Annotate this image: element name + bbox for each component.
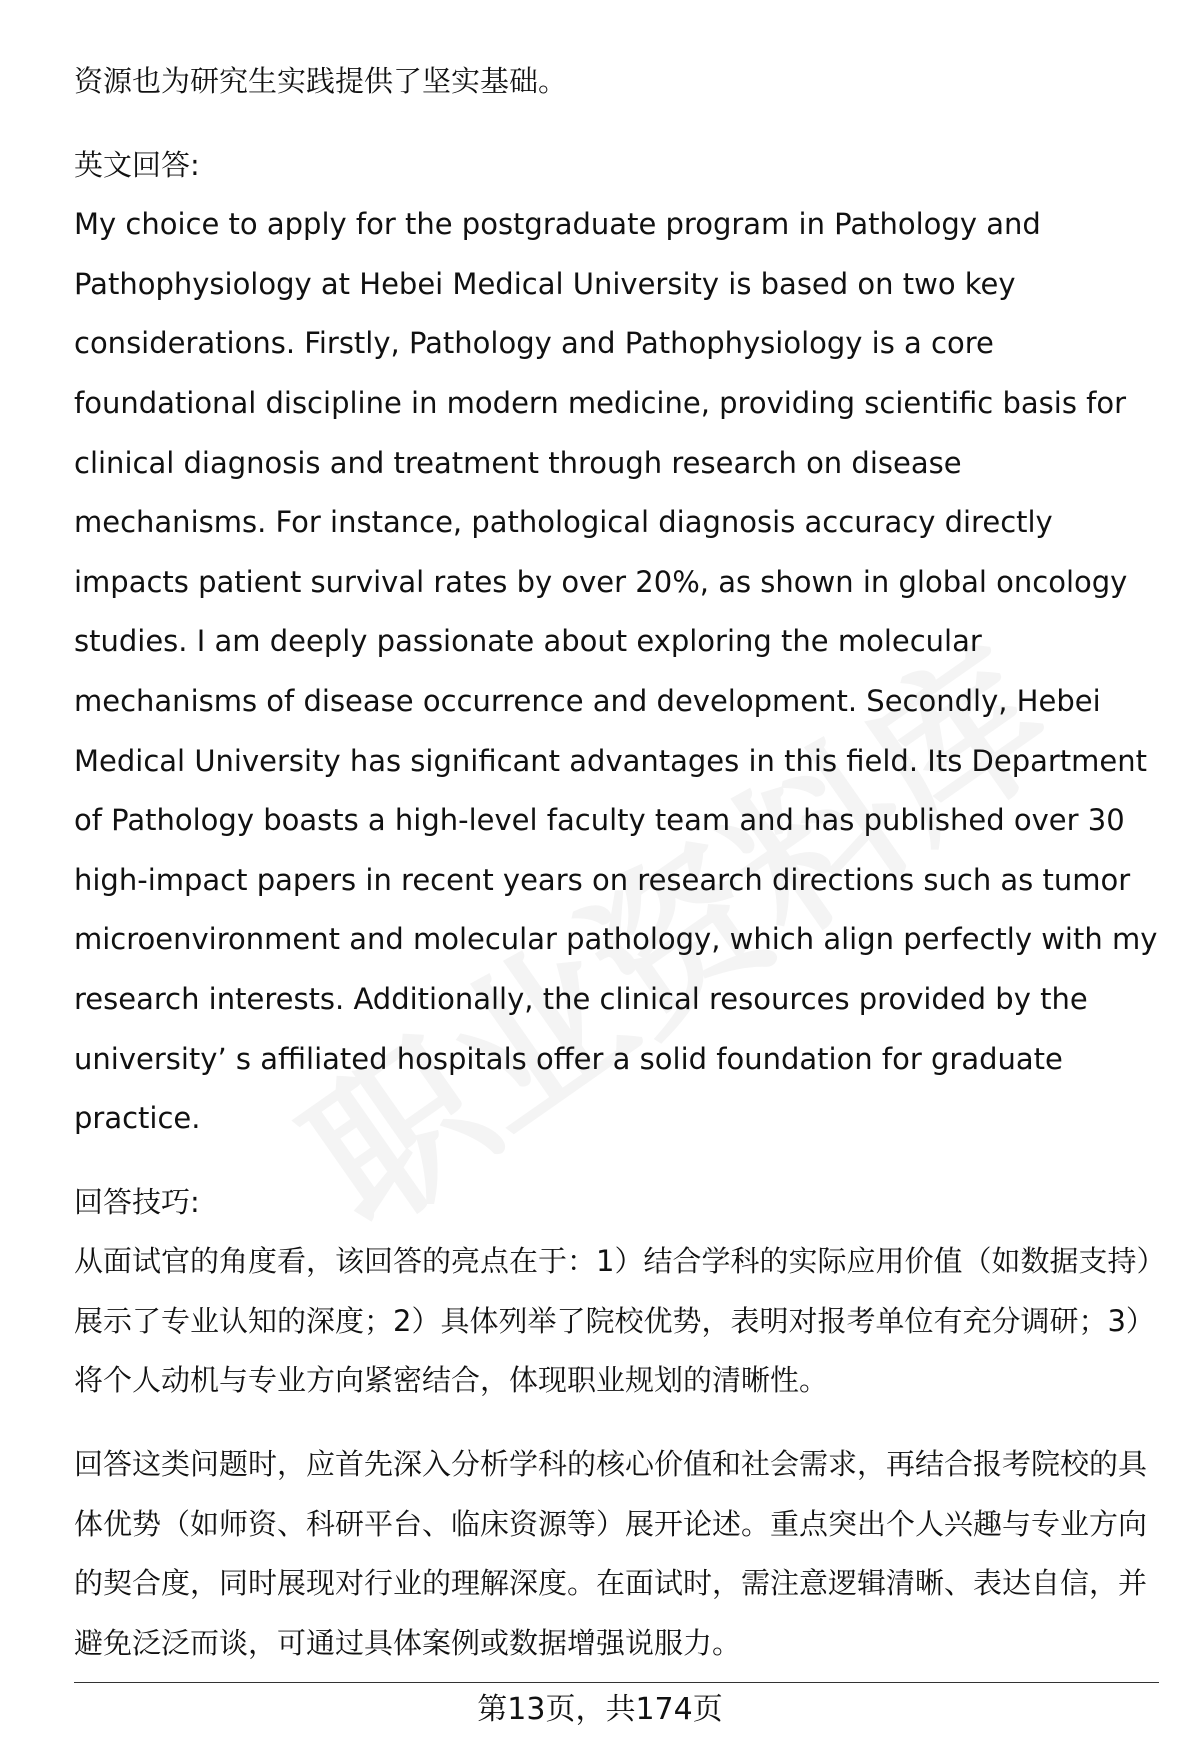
- tips-heading: 回答技巧:: [74, 1184, 200, 1219]
- paragraph-gap: [74, 112, 1159, 136]
- paragraph-gap: [74, 1411, 1159, 1435]
- footer-divider: [74, 1682, 1159, 1683]
- english-answer-heading: 英文回答:: [74, 147, 200, 182]
- page-number: 第13页，共174页: [477, 1692, 723, 1727]
- advice-paragraph: 回答这类问题时，应首先深入分析学科的核心价值和社会需求，再结合报考院校的具体优势（如师资、科研平台、临床资源等）展开论述。重点突出个人兴趣与专业方向的契合度，同时展现对行业的理解深度。在面试时，需注意逻辑清晰、表达自信，并避免泛泛而谈，可通过具体案例或数据增强说服力。: [74, 1447, 1148, 1660]
- tips-paragraph: 从面试官的角度看，该回答的亮点在于：1）结合学科的实际应用价值（如数据支持）展示了专业认知的深度；2）具体列举了院校优势，表明对报考单位有充分调研；3）将个人动机与专业方向紧密结合，体现职业规划的清晰性。: [74, 1244, 1155, 1398]
- intro-tail-paragraph: 资源也为研究生实践提供了坚实基础。: [74, 64, 568, 98]
- document-body: [74, 52, 1159, 1673]
- english-answer-paragraph: My choice to apply for the postgraduate program in Pathology and Pathophysiology at Hebei Medical University is based on two key considerations. Firstly, Pathology and Pathophysiology is a core foundational discipline in modern medicine, providing scientific basis for clinical diagnosis and treatment through research on disease mechanisms. For instance, pathological diagnosis accuracy directly impacts patient survival rates by over 20%, as shown in global oncology studies. I am deeply passionate about exploring the molecular mechanisms of disease occurrence and development. Secondly, Hebei Medical University has significant advantages in this field. Its Department of Pathology boasts a high-level faculty team and has published over 30 high-impact papers in recent years on research directions such as tumor microenvironment and molecular pathology, which align perfectly with my research interests. Additionally, the clinical resources provided by the university’ s affiliated hospitals offer a solid foundation for graduate practice.: [74, 207, 1158, 1136]
- paragraph-gap: [74, 1149, 1159, 1173]
